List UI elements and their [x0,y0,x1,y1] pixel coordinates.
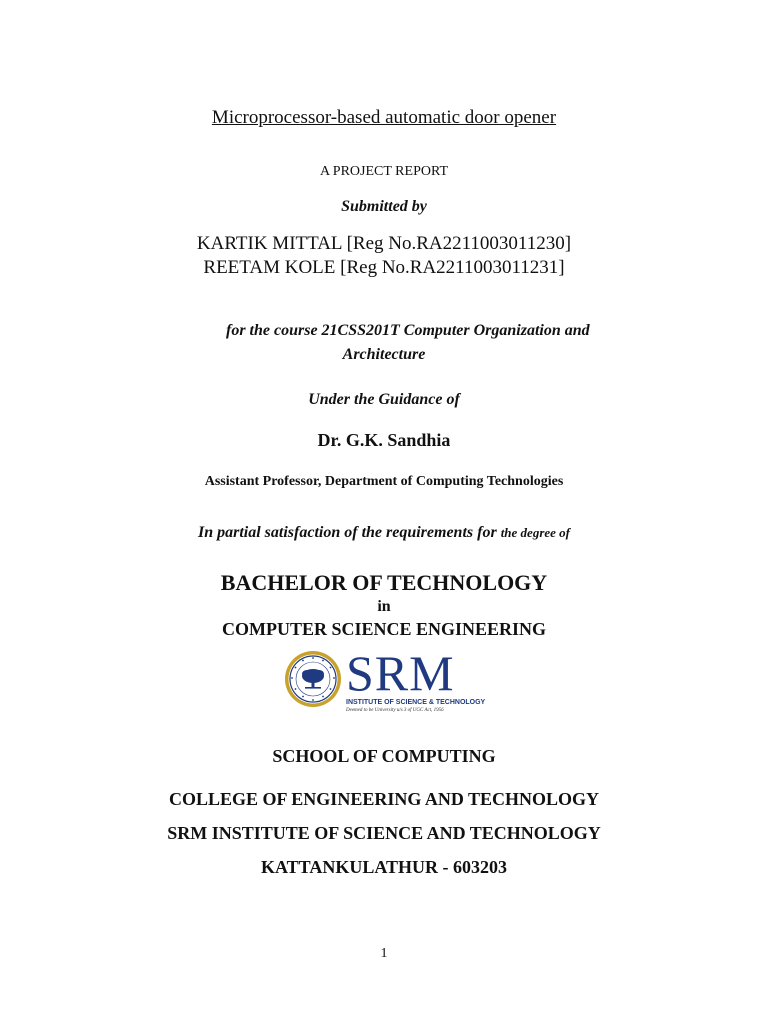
institute-name: SRM INSTITUTE OF SCIENCE AND TECHNOLOGY [167,823,601,843]
course-line-1: for the course 21CSS201T Computer Organization and [226,322,590,339]
guide-name: Dr. G.K. Sandhia [317,430,451,450]
guide-designation: Assistant Professor, Department of Computing Technologies [204,474,564,489]
srm-logo-brand: SRM [346,645,455,701]
degree-branch: COMPUTER SCIENCE ENGINEERING [221,619,547,639]
school-name: SCHOOL OF COMPUTING [272,746,496,766]
course-line-2: Architecture [342,346,426,363]
college-name: COLLEGE OF ENGINEERING AND TECHNOLOGY [168,789,600,809]
partial-requirement [0,524,768,542]
partial-small-text: the degree of [500,525,570,540]
submitted-by-label: Submitted by [341,198,427,215]
author-2: REETAM KOLE [Reg No.RA2211003011231] [203,257,565,278]
author-1: KARTIK MITTAL [Reg No.RA2211003011230] [196,233,572,254]
page-number: 1 [380,946,388,961]
institute-location: KATTANKULATHUR - 603203 [260,857,507,877]
degree-name: BACHELOR OF TECHNOLOGY [220,570,548,595]
report-title: Microprocessor-based automatic door opener [211,107,557,128]
srm-logo [284,645,486,716]
srm-seal-icon [284,650,342,708]
degree-in: in [377,598,391,615]
srm-logo-subtitle: INSTITUTE OF SCIENCE & TECHNOLOGY [346,699,486,706]
srm-logo-text [346,645,486,716]
partial-main-text: In partial satisfaction of the requirements for [197,524,497,541]
srm-logo-tagline: Deemed to be University u/s 3 of UGC Act, 1956 [346,708,444,713]
report-type: A PROJECT REPORT [319,164,449,179]
guidance-label: Under the Guidance of [308,391,460,408]
